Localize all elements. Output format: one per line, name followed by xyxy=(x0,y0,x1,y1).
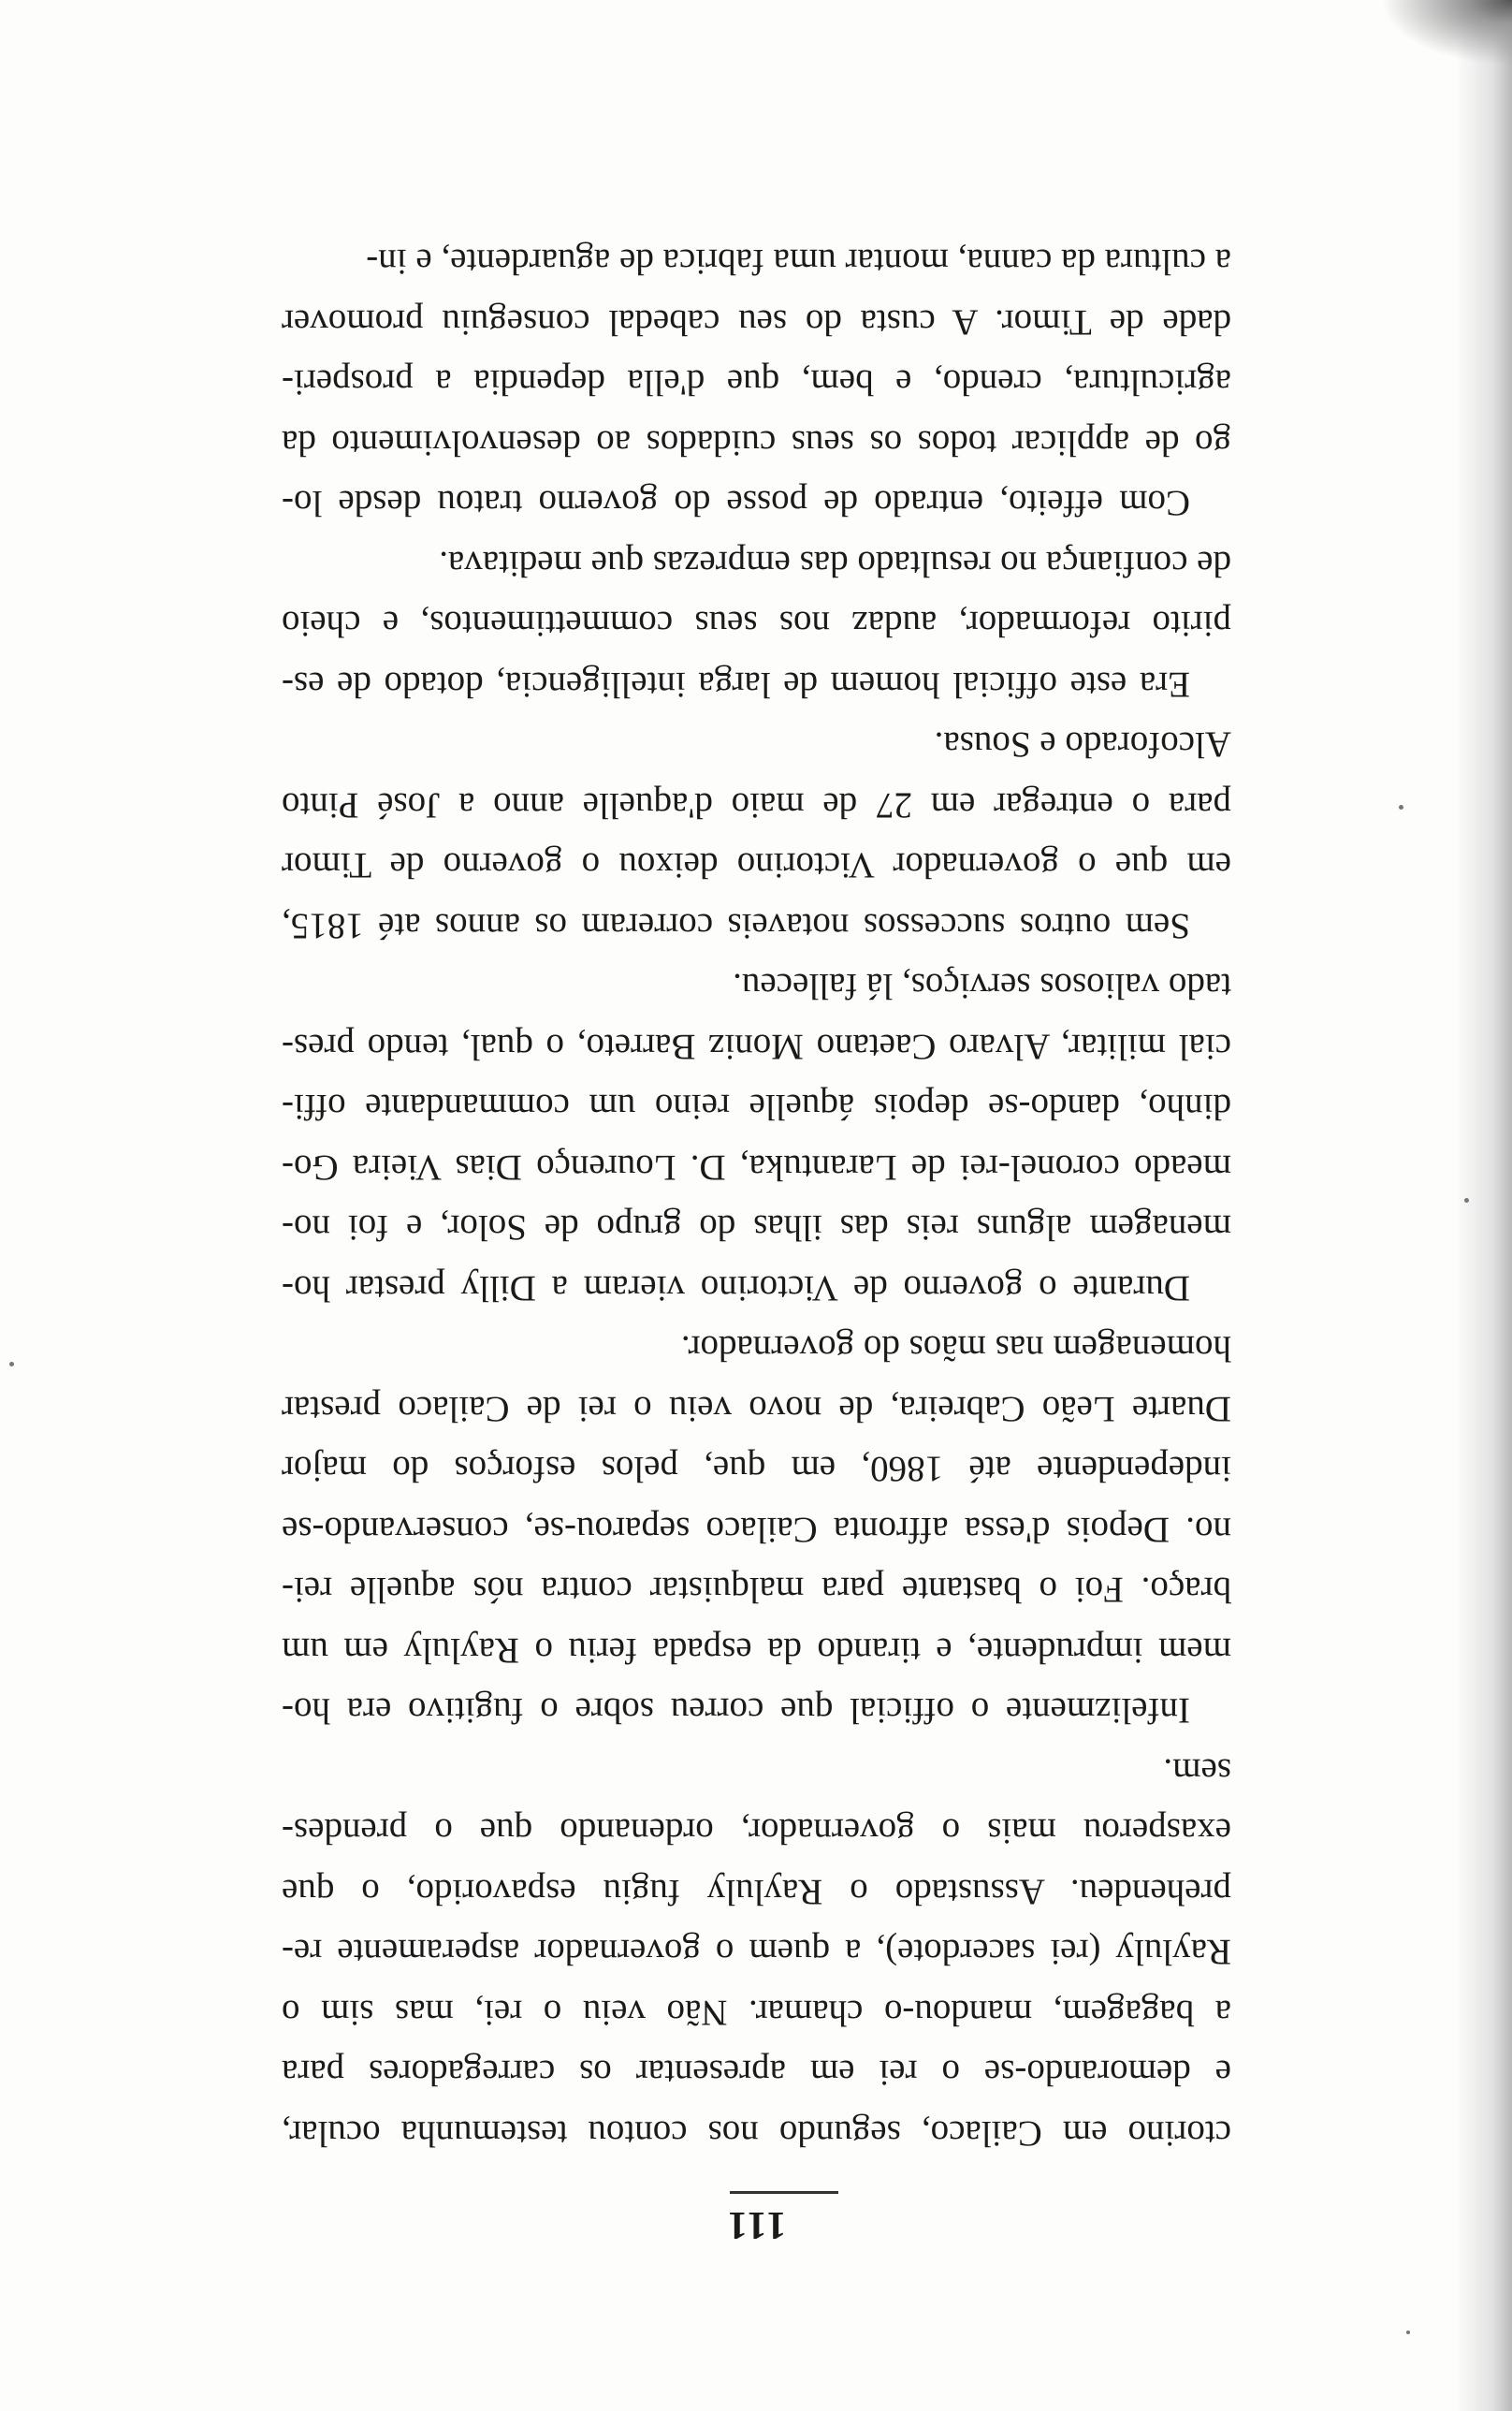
text-line: go de applicar todos os seus cuidados ao desenvolvimento da xyxy=(282,423,1231,463)
text-line: sem. xyxy=(1163,1751,1231,1791)
text-line: Infelizmente o official que correu sobre o fugitivo era ho- xyxy=(282,1690,1190,1732)
page-number: 111 xyxy=(725,2203,787,2246)
text-line: em que o governador Victorino deixou o governo de Timor xyxy=(282,845,1231,886)
text-line: mem imprudente, e tirando da espada feriu o Rayluly em um xyxy=(282,1630,1231,1671)
text-line: no. Depois d'essa affronta Cailaco separou-se, conservando-se xyxy=(282,1510,1231,1550)
text-line: a cultura da canna, montar uma fabrica de aguardente, e in- xyxy=(366,241,1231,283)
paragraph xyxy=(282,533,1231,715)
text-line: independente até 1860, em que, pelos esforços do major xyxy=(282,1449,1231,1490)
text-line: menagem alguns reis das ilhas do grupo de Solor, e foi no- xyxy=(282,1207,1231,1249)
text-line: exasperou mais o governador, ordenando que o prendes- xyxy=(282,1811,1231,1852)
text-line: a bagagem, mandou-o chamar. Não veiu o rei, mas sim o xyxy=(282,1993,1231,2033)
text-line: Durante o governo de Victorino vieram a Dilly prestar ho- xyxy=(282,1268,1190,1308)
text-line: agricultura, crendo, e bem, que d'ella dependia a prosperi- xyxy=(282,362,1231,403)
text-line: para o entregar em 27 de maio d'aquelle anno a José Pinto xyxy=(282,785,1231,826)
paragraph xyxy=(282,231,1231,533)
text-line: Duarte Leão Cabreira, de novo veiu o rei de Cailaco prestar xyxy=(282,1389,1231,1429)
paragraph xyxy=(282,956,1231,1318)
text-line: Alcoforado e Sousa. xyxy=(934,724,1231,766)
text-line: cial militar, Alvaro Caetano Moniz Barreto, o qual, tendo pres- xyxy=(282,1027,1231,1067)
body-text xyxy=(282,231,1231,2163)
header-rule xyxy=(730,2191,838,2194)
text-line: e demorando-se o rei em apresentar os carregadores para xyxy=(282,2053,1231,2094)
text-line: dade de Timor. A custa do seu cabedal conseguiu promover xyxy=(282,302,1231,343)
text-line: dinho, dando-se depois áquelle reino um commandante offi- xyxy=(282,1087,1231,1128)
text-line: Sem outros successos notaveis correram os annos até 1815, xyxy=(282,906,1190,946)
text-line: pirito reformador, audaz nos seus commettimentos, e cheio xyxy=(282,604,1231,645)
text-line: Rayluly (rei sacerdote), a quem o governador asperamente re- xyxy=(282,1932,1231,1973)
text-line: de confiança no resultado das emprezas que meditava. xyxy=(439,544,1231,584)
text-line: ctorino em Cailaco, segundo nos contou testemunha ocular, xyxy=(282,2113,1231,2154)
text-line: braço. Foi o bastante para malquistar contra nós aquelle rei- xyxy=(282,1570,1231,1611)
paragraph xyxy=(282,1318,1231,1741)
text-line: Era este official homem de larga intelligencia, dotado de es- xyxy=(282,665,1190,705)
paragraph xyxy=(282,1741,1231,2164)
text-line: homenagem nas mãos do governador. xyxy=(680,1328,1231,1369)
paragraph xyxy=(282,714,1231,956)
text-line: prehendeu. Assustado o Rayluly fugiu espavorido, o que xyxy=(282,1872,1231,1912)
text-line: Com effeito, entrado de posse do governo tratou desde lo- xyxy=(282,483,1190,524)
text-line: tado valiosos serviços, lá falleceu. xyxy=(733,966,1231,1007)
text-line: meado coronel-rei de Larantuka, D. Lourenço Dias Vieira Go- xyxy=(282,1147,1231,1188)
